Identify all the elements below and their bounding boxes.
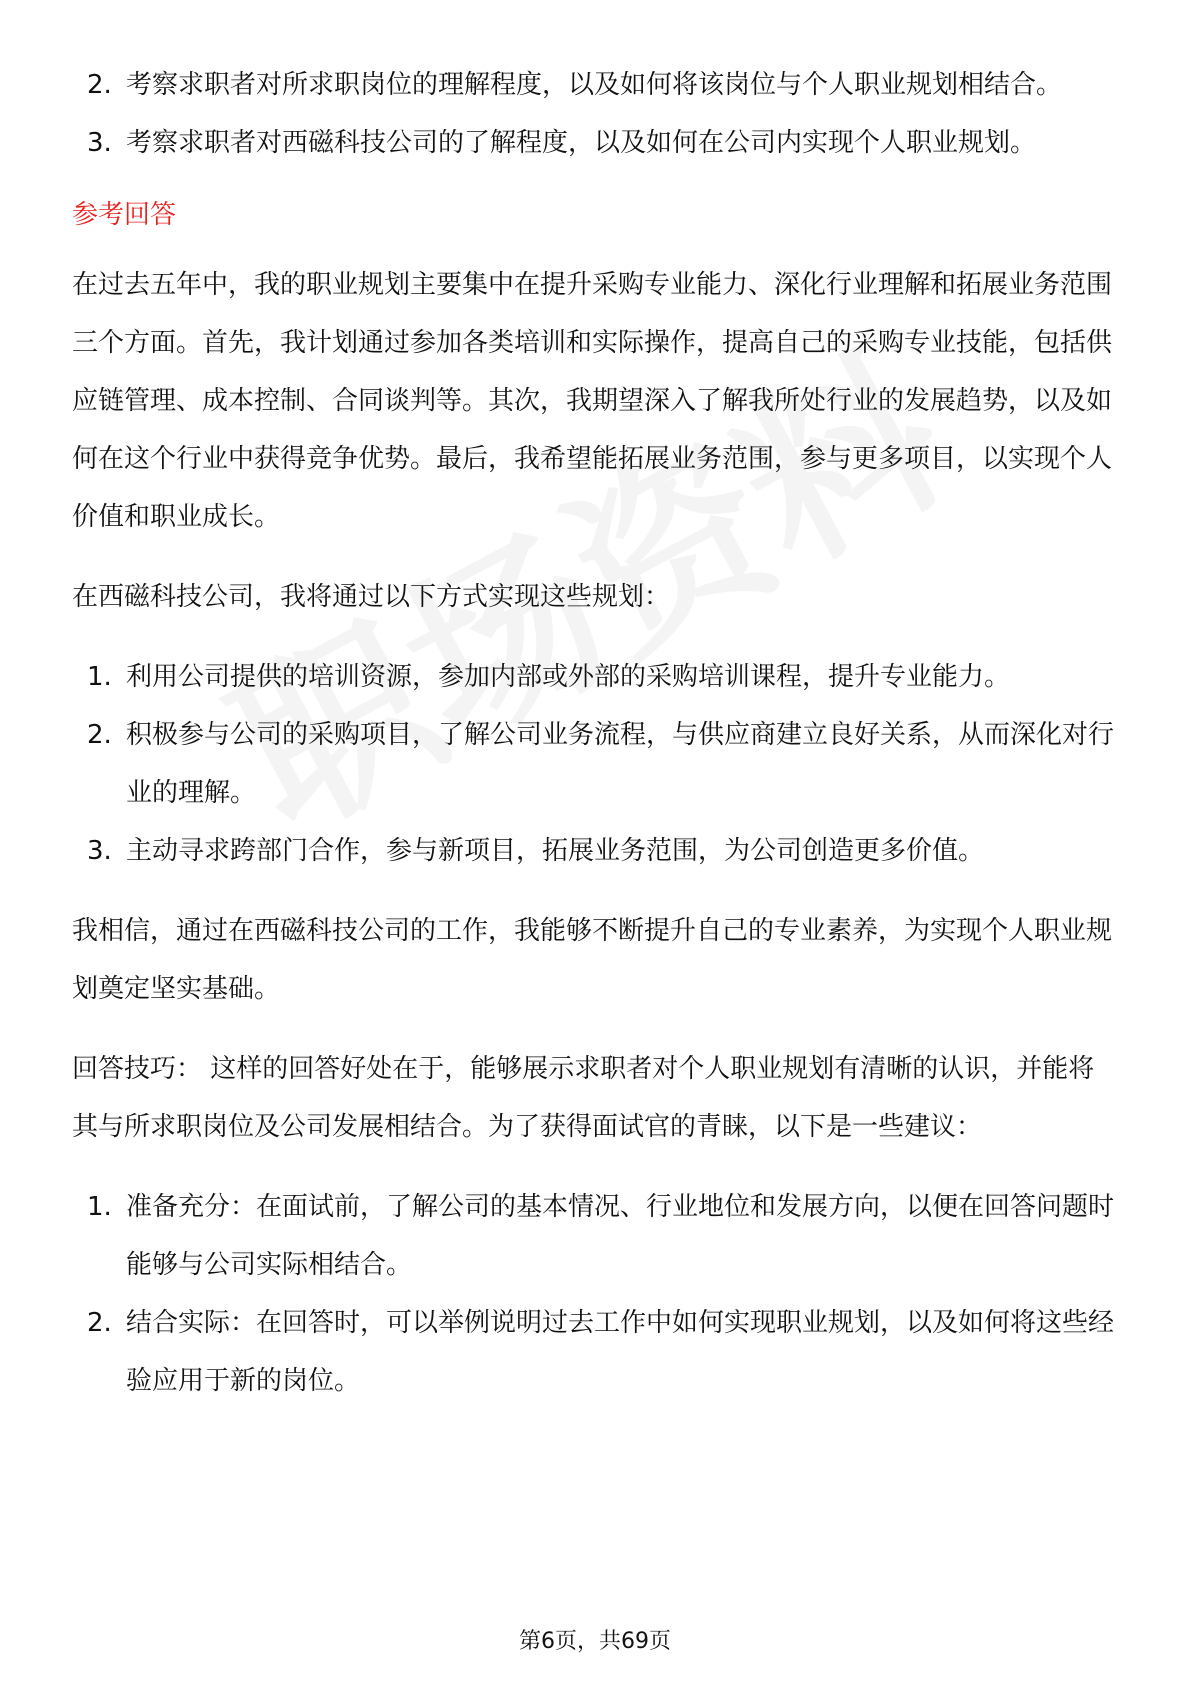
list-number: 3. [87,836,112,866]
answer-paragraph: 在过去五年中，我的职业规划主要集中在提升采购专业能力、深化行业理解和拓展业务范围三个方面。首先，我计划通过参加各类培训和实际操作，提高自己的采购专业技能，包括供应链管理、成本控制、合同谈判等。其次，我期望深入了解我所处行业的发展趋势，以及如何在这个行业中获得竞争优势。最后，我希望能拓展业务范围，参与更多项目，以实现个人价值和职业成长。 [72,270,1113,532]
section-heading: 参考回答 [72,200,177,230]
list-number: 2. [87,720,112,750]
list-number: 3. [87,128,112,158]
list-number: 1. [87,662,112,692]
list-item [72,648,1118,706]
list-item [72,114,1118,172]
conclusion-paragraph: 我相信，通过在西磁科技公司的工作，我能够不断提升自己的专业素养，为实现个人职业规划奠定坚实基础。 [72,916,1113,1004]
page-footer: 第6页，共69页 [519,1629,671,1654]
page-content [72,56,1118,1410]
list-text: 准备充分：在面试前，了解公司的基本情况、行业地位和发展方向，以便在回答问题时能够与公司实际相结合。 [126,1192,1115,1280]
criteria-list [72,56,1118,172]
tips-paragraph: 回答技巧： 这样的回答好处在于，能够展示求职者对个人职业规划有清晰的认识，并能将其与所求职岗位及公司发展相结合。为了获得面试官的青睐，以下是一些建议： [72,1054,1095,1142]
tips-list [72,1178,1118,1410]
list-number: 2. [87,1308,112,1338]
list-item [72,1294,1118,1410]
list-text: 利用公司提供的培训资源，参加内部或外部的采购培训课程，提升专业能力。 [126,662,1011,692]
list-item [72,822,1118,880]
list-text: 积极参与公司的采购项目，了解公司业务流程，与供应商建立良好关系，从而深化对行业的理解。 [126,720,1115,808]
list-item [72,1178,1118,1294]
plan-intro-paragraph: 在西磁科技公司，我将通过以下方式实现这些规划： [72,582,671,612]
list-number: 2. [87,70,112,100]
list-text: 主动寻求跨部门合作，参与新项目，拓展业务范围，为公司创造更多价值。 [126,836,985,866]
list-item [72,56,1118,114]
list-item [72,706,1118,822]
list-text: 考察求职者对西磁科技公司的了解程度，以及如何在公司内实现个人职业规划。 [126,128,1037,158]
list-number: 1. [87,1192,112,1222]
plan-list [72,648,1118,880]
list-text: 考察求职者对所求职岗位的理解程度，以及如何将该岗位与个人职业规划相结合。 [126,70,1063,100]
list-text: 结合实际：在回答时，可以举例说明过去工作中如何实现职业规划，以及如何将这些经验应用于新的岗位。 [126,1308,1115,1396]
